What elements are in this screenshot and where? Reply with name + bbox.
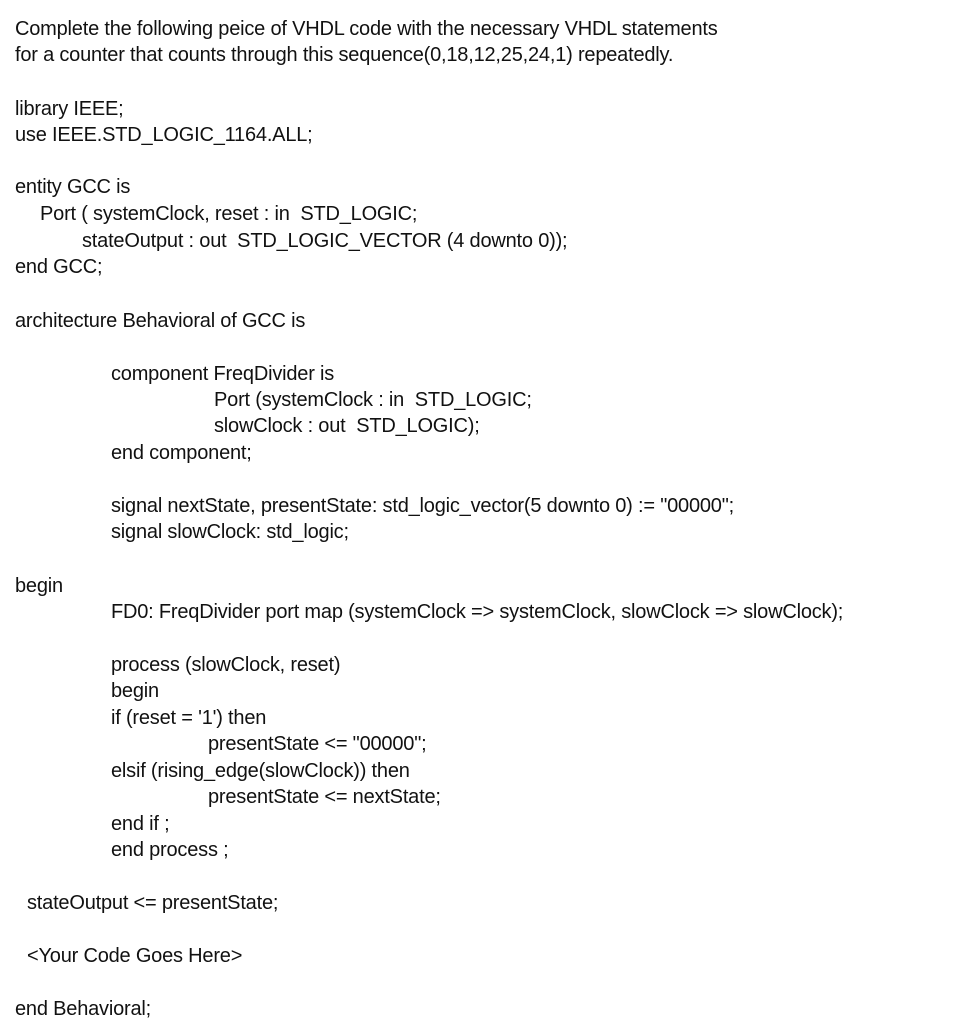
code-line-port-output: stateOutput : out STD_LOGIC_VECTOR (4 downto 0)); — [82, 230, 568, 252]
code-line-port-inputs: Port ( systemClock, reset : in STD_LOGIC; — [40, 203, 418, 225]
code-line-end-process: end process ; — [111, 839, 229, 861]
code-line-end-entity: end GCC; — [15, 256, 103, 278]
code-line-reset-assign: presentState <= "00000"; — [208, 733, 427, 755]
code-line-architecture: architecture Behavioral of GCC is — [15, 310, 306, 332]
code-line-use: use IEEE.STD_LOGIC_1164.ALL; — [15, 124, 313, 146]
code-line-signal-slowclock: signal slowClock: std_logic; — [111, 521, 349, 543]
code-line-end-architecture: end Behavioral; — [15, 998, 151, 1020]
code-line-library: library IEEE; — [15, 98, 124, 120]
code-line-next-assign: presentState <= nextState; — [208, 786, 441, 808]
code-line-port-map: FD0: FreqDivider port map (systemClock => systemClock, slowClock => slowClock); — [111, 601, 844, 623]
code-line-component: component FreqDivider is — [111, 363, 335, 385]
code-line-component-port: Port (systemClock : in STD_LOGIC; — [214, 389, 532, 411]
intro-line-1: Complete the following peice of VHDL code with the necessary VHDL statements — [15, 18, 718, 40]
intro-line-2: for a counter that counts through this sequence(0,18,12,25,24,1) repeatedly. — [15, 44, 674, 66]
code-line-process-begin: begin — [111, 680, 159, 702]
code-line-process: process (slowClock, reset) — [111, 654, 341, 676]
code-line-begin: begin — [15, 575, 63, 597]
code-line-end-component: end component; — [111, 442, 252, 464]
code-line-if-reset: if (reset = '1') then — [111, 707, 267, 729]
code-line-elsif: elsif (rising_edge(slowClock)) then — [111, 760, 410, 782]
code-line-component-slowclock: slowClock : out STD_LOGIC); — [214, 415, 480, 437]
code-line-entity: entity GCC is — [15, 176, 131, 198]
code-line-output-assign: stateOutput <= presentState; — [27, 892, 279, 914]
code-line-signal-state: signal nextState, presentState: std_logic_vector(5 downto 0) := "00000"; — [111, 495, 734, 517]
code-line-end-if: end if ; — [111, 813, 170, 835]
code-placeholder: <Your Code Goes Here> — [27, 945, 243, 967]
